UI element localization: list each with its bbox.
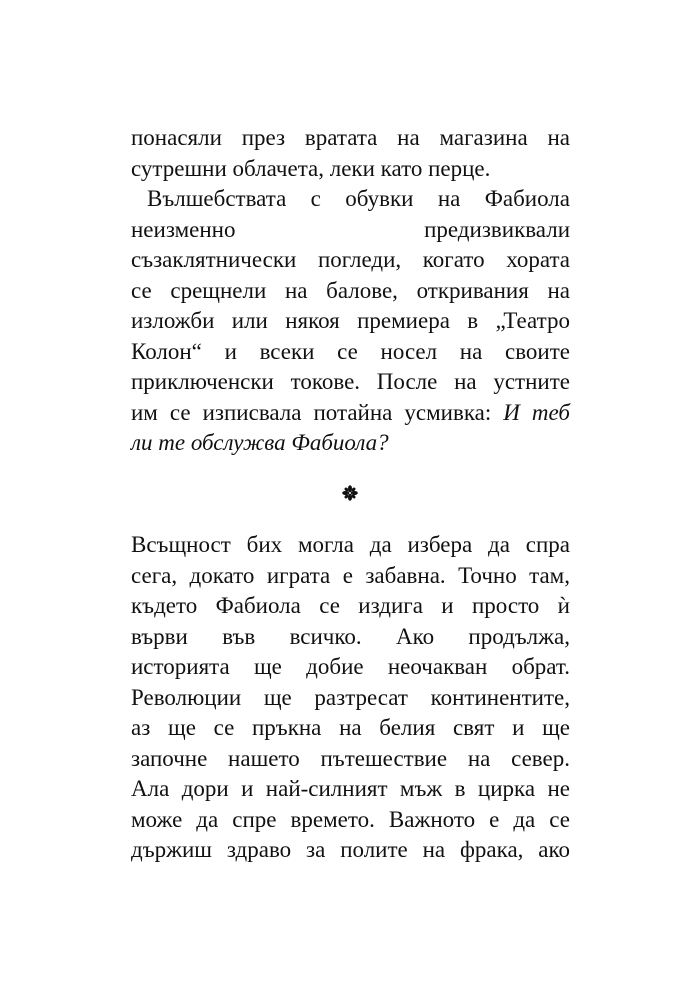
text-block-upper xyxy=(131,123,570,459)
text-line: Революции ще разтресат континентите, xyxy=(131,684,570,710)
italic-text-line: ли те обслужва Фабиола? xyxy=(131,430,389,455)
paragraph-start-line: Вълшебствата с обувки на Фабиола xyxy=(147,186,570,211)
text-segment: им се изписвала потайна усмивка: xyxy=(131,399,504,425)
text-line: съзаклятнически погледи, когато хората xyxy=(131,247,570,272)
text-line: Колон“ и всеки се носел на своите xyxy=(131,338,570,364)
text-line: аз ще се пръкна на белия свят и ще xyxy=(131,715,570,740)
text-line: може да спре времето. Важното е да се xyxy=(131,806,570,832)
text-block-lower xyxy=(131,530,570,866)
floral-ornament-icon xyxy=(340,483,360,503)
text-line: сега, докато играта е забавна. Точно там, xyxy=(131,562,570,588)
text-line: държиш здраво за полите на фрака, ако xyxy=(131,837,570,862)
text-line: където Фабиола се издига и просто ѝ xyxy=(131,593,570,618)
text-line: се срещнели на балове, откривания на xyxy=(131,277,570,303)
text-line: започне нашето пътешествие на север. xyxy=(131,745,570,771)
text-line: приключенски токове. После на устните xyxy=(131,369,570,394)
text-line: изложби или някоя премиера в „Театро xyxy=(131,308,570,333)
italic-text-segment: И теб xyxy=(503,399,570,425)
text-line: историята ще добие неочакван обрат. xyxy=(131,654,570,679)
paragraph-start-line: Всъщност бих могла да избера да спра xyxy=(131,532,570,557)
text-line-mixed xyxy=(131,398,570,429)
text-line: неизменно предизвиквали xyxy=(131,216,570,242)
text-line: понасяли през вратата на магазина на xyxy=(131,125,570,150)
text-line: сутрешни облачета, леки като перце. xyxy=(131,155,491,181)
text-line: върви във всичко. Ако продължа, xyxy=(131,623,570,649)
text-line: Ала дори и най-силният мъж в цирка не xyxy=(131,776,570,801)
